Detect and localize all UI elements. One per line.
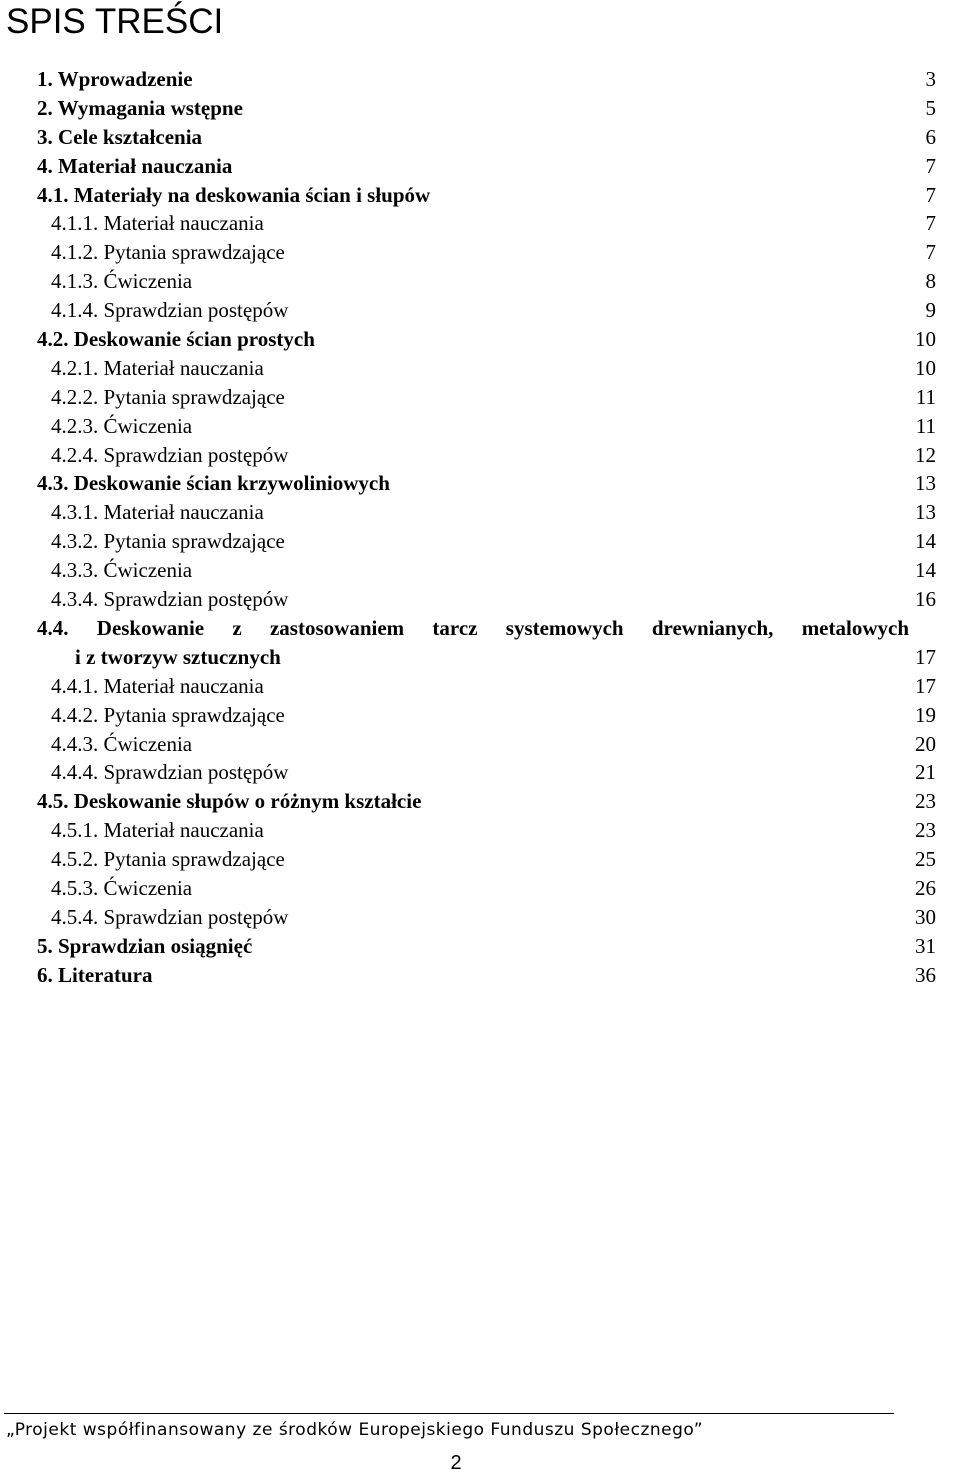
- toc-entry-page: 3: [925, 67, 936, 91]
- toc-entry-page: 10: [915, 327, 936, 352]
- toc-entry-page: 12: [915, 442, 936, 467]
- toc-entry-label: 4.3.1. Materiał nauczania: [51, 500, 264, 525]
- toc-entry-page: 5: [925, 95, 936, 120]
- toc-entry-label: 4. Materiał nauczania: [37, 153, 233, 178]
- toc-entry-label: 4.3.3. Ćwiczenia: [51, 558, 193, 583]
- toc-entry[interactable]: [0, 267, 960, 296]
- toc-entry[interactable]: [0, 816, 960, 845]
- page-title: SPIS TREŚCI: [6, 2, 224, 41]
- toc-entry[interactable]: [0, 874, 960, 903]
- footer-text: „Projekt współfinansowany ze środków Europejskiego Funduszu Społecznego”: [6, 1420, 704, 1440]
- toc-entry-page: 14: [915, 529, 936, 554]
- toc-entry-page: 17: [915, 644, 936, 669]
- toc-entry-label: 4.1.2. Pytania sprawdzające: [51, 240, 285, 265]
- toc-entry-label: 4.1.3. Ćwiczenia: [51, 269, 193, 294]
- toc-entry[interactable]: [0, 585, 960, 614]
- toc-entry-page: 7: [925, 211, 936, 236]
- toc-entry[interactable]: [0, 672, 960, 701]
- toc-entry-page: 26: [915, 875, 936, 900]
- toc-entry-label: 6. Literatura: [37, 962, 153, 987]
- toc-entry-label: 2. Wymagania wstępne: [37, 95, 243, 120]
- toc-entry-page: 21: [915, 760, 936, 785]
- toc-entry-page: 13: [915, 471, 936, 496]
- toc-entry-page: 6: [925, 124, 936, 149]
- toc-entry-page: 7: [925, 153, 936, 178]
- toc-entry[interactable]: [0, 181, 960, 210]
- toc-entry[interactable]: [0, 238, 960, 267]
- toc-entry-label: 4.5.3. Ćwiczenia: [51, 875, 193, 900]
- toc-entry[interactable]: [0, 469, 960, 498]
- footer-divider: [4, 1413, 894, 1414]
- toc-entry[interactable]: [0, 325, 960, 354]
- toc-entry[interactable]: [0, 383, 960, 412]
- toc-entry-label: 4.1.4. Sprawdzian postępów: [51, 298, 289, 323]
- toc-entry-page: 31: [915, 933, 936, 958]
- toc-entry-page: 19: [915, 702, 936, 727]
- toc-entry[interactable]: [0, 123, 960, 152]
- toc-entry[interactable]: [0, 498, 960, 527]
- toc-entry-page: 23: [915, 789, 936, 814]
- toc-entry-label: 4.3.2. Pytania sprawdzające: [51, 529, 285, 554]
- toc-entry[interactable]: [0, 354, 960, 383]
- toc-entry-label: 3. Cele kształcenia: [37, 124, 203, 149]
- toc-entry-label-line1: 4.4. Deskowanie z zastosowaniem tarcz systemowych drewnianych, metalowych: [37, 615, 909, 640]
- page-number: 2: [450, 1452, 462, 1474]
- toc-entry[interactable]: [0, 701, 960, 730]
- toc-entry-label: 4.2.1. Materiał nauczania: [51, 355, 264, 380]
- toc-entry-page: 8: [925, 269, 936, 294]
- toc-entry-page: 9: [925, 298, 936, 323]
- toc-entry[interactable]: [0, 556, 960, 585]
- toc-entry-label: 4.2. Deskowanie ścian prostych: [37, 327, 315, 352]
- toc-entry-label: 4.1. Materiały na deskowania ścian i słupów: [37, 182, 431, 207]
- toc-entry-page: 25: [915, 847, 936, 872]
- toc-entry-label-line2: i z tworzyw sztucznych: [75, 644, 281, 669]
- toc-entry[interactable]: [0, 730, 960, 759]
- toc-entry-page: 30: [915, 904, 936, 929]
- toc-entry-label: 5. Sprawdzian osiągnięć: [37, 933, 253, 958]
- toc-entry-label: 4.5.4. Sprawdzian postępów: [51, 904, 289, 929]
- toc-entry-page: 16: [915, 587, 936, 612]
- toc-entry-label: 4.3.4. Sprawdzian postępów: [51, 587, 289, 612]
- toc-entry-page: 17: [915, 673, 936, 698]
- toc-entry[interactable]: [0, 787, 960, 816]
- toc-entry[interactable]: [0, 296, 960, 325]
- toc-entry-page: 14: [915, 558, 936, 583]
- toc-entry-label: 4.5.1. Materiał nauczania: [51, 818, 264, 843]
- toc-entry-label: [37, 614, 909, 672]
- toc-entry-page: 11: [915, 413, 936, 438]
- toc-entry-label: 4.4.1. Materiał nauczania: [51, 673, 264, 698]
- toc-entry-label: 4.5. Deskowanie słupów o różnym kształcie: [37, 789, 422, 814]
- toc-entry[interactable]: [0, 845, 960, 874]
- toc-entry-label: 4.4.4. Sprawdzian postępów: [51, 760, 289, 785]
- toc-entry[interactable]: [0, 65, 960, 94]
- toc-entry-page: 20: [915, 731, 936, 756]
- toc-entry-page: 23: [915, 818, 936, 843]
- toc-entry[interactable]: [0, 614, 960, 672]
- table-of-contents: [0, 65, 960, 990]
- toc-entry[interactable]: [0, 152, 960, 181]
- toc-entry-label: 1. Wprowadzenie: [37, 67, 193, 91]
- toc-entry[interactable]: [0, 903, 960, 932]
- toc-entry-page: 10: [915, 355, 936, 380]
- toc-entry[interactable]: [0, 932, 960, 961]
- toc-entry[interactable]: [0, 527, 960, 556]
- toc-entry-label: 4.5.2. Pytania sprawdzające: [51, 847, 285, 872]
- toc-entry[interactable]: [0, 961, 960, 990]
- toc-entry[interactable]: [0, 94, 960, 123]
- toc-entry-label: 4.4.2. Pytania sprawdzające: [51, 702, 285, 727]
- toc-entry-page: 7: [925, 240, 936, 265]
- toc-entry-page: 13: [915, 500, 936, 525]
- toc-entry-label: 4.2.2. Pytania sprawdzające: [51, 384, 285, 409]
- toc-entry-page: 11: [915, 384, 936, 409]
- toc-entry-label: 4.4.3. Ćwiczenia: [51, 731, 193, 756]
- toc-entry-label: 4.3. Deskowanie ścian krzywoliniowych: [37, 471, 390, 496]
- toc-entry-label: 4.2.4. Sprawdzian postępów: [51, 442, 289, 467]
- toc-entry[interactable]: [0, 758, 960, 787]
- toc-entry-label: 4.1.1. Materiał nauczania: [51, 211, 264, 236]
- toc-entry-page: 36: [915, 962, 936, 987]
- toc-entry-page: 7: [925, 182, 936, 207]
- toc-entry[interactable]: [0, 441, 960, 470]
- toc-entry[interactable]: [0, 209, 960, 238]
- toc-entry-label: 4.2.3. Ćwiczenia: [51, 413, 193, 438]
- toc-entry[interactable]: [0, 412, 960, 441]
